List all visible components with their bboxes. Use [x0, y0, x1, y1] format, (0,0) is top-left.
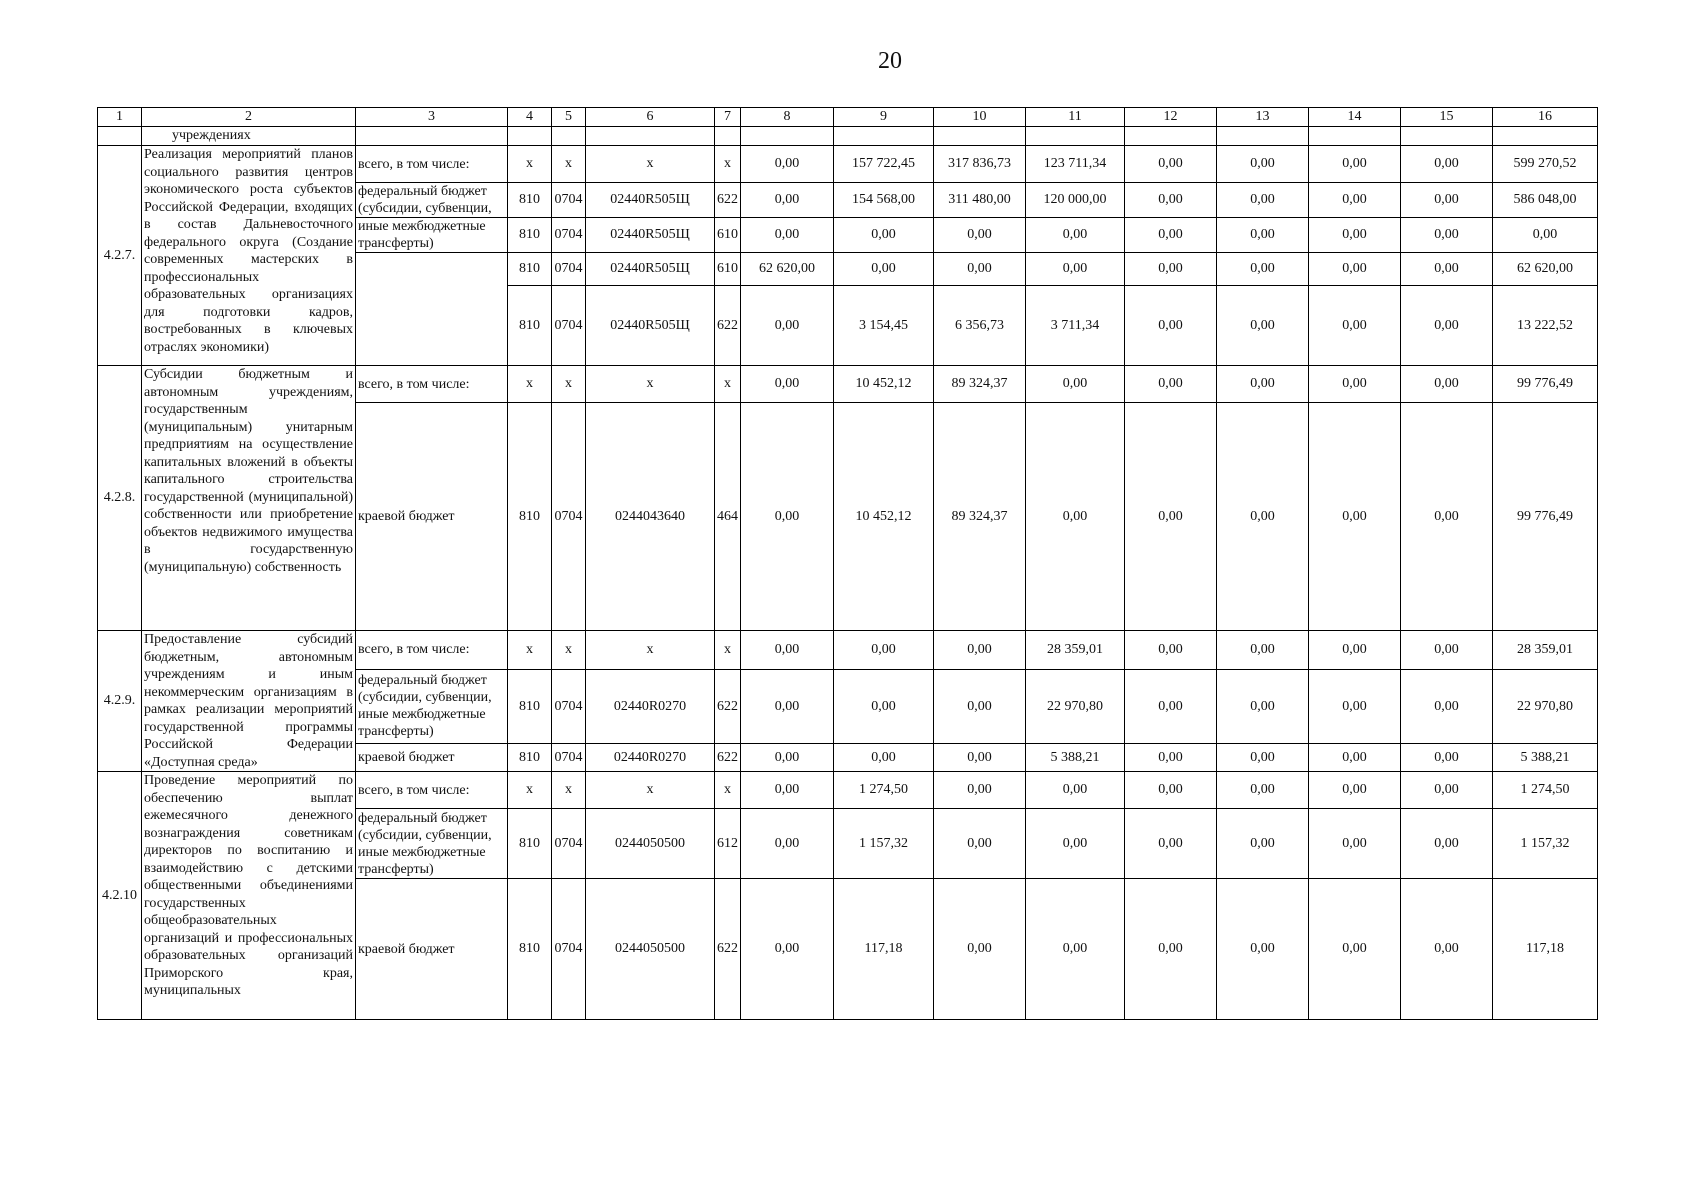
funding-source: федеральный бюджет (субсидии, субвенции, иные межбюджетные трансферты) [356, 669, 508, 743]
cell-c8: 0,00 [741, 772, 834, 809]
cell-c7: 612 [715, 809, 741, 879]
cell-c6: x [586, 631, 715, 670]
cell-c12: 0,00 [1125, 286, 1217, 366]
cell-c6: 02440R0270 [586, 669, 715, 743]
cell-c16: 99 776,49 [1493, 366, 1598, 403]
funding-source: иные межбюджетные трансферты) [356, 218, 508, 253]
cell-c12: 0,00 [1125, 669, 1217, 743]
cell-c8: 0,00 [741, 218, 834, 253]
cell-c6: 0244050500 [586, 879, 715, 1020]
cell-c10: 0,00 [934, 218, 1026, 253]
cell-c4: x [508, 631, 552, 670]
cell-c6: 02440R505Щ [586, 218, 715, 253]
cell-c15: 0,00 [1401, 253, 1493, 286]
cell-c15: 0,00 [1401, 286, 1493, 366]
cell-c11: 0,00 [1026, 809, 1125, 879]
cell-c5: x [552, 366, 586, 403]
measure-title: Реализация мероприятий планов социального развития центров экономического роста субъектов Российской Федерации, входящих в состав Дальневосточного федерального округа (Создание современных мастерских в профессиональных образовательных организациях для подготовки кадров, востребованных в ключевых отраслях экономики) [142, 146, 356, 366]
cell-c14: 0,00 [1309, 286, 1401, 366]
cell-c5: 0704 [552, 743, 586, 771]
header-cell: 4 [508, 108, 552, 127]
cell-c11: 0,00 [1026, 253, 1125, 286]
cell-c7: 622 [715, 286, 741, 366]
cell-c6: x [586, 772, 715, 809]
cell-c10: 6 356,73 [934, 286, 1026, 366]
cell-c7: 622 [715, 743, 741, 771]
cell-c9: 10 452,12 [834, 366, 934, 403]
cell-c15: 0,00 [1401, 772, 1493, 809]
cell-c11: 120 000,00 [1026, 183, 1125, 218]
cell-c16: 62 620,00 [1493, 253, 1598, 286]
cell-c13: 0,00 [1217, 772, 1309, 809]
cell-c7: x [715, 146, 741, 183]
cell-c14: 0,00 [1309, 403, 1401, 631]
cell-c11: 0,00 [1026, 403, 1125, 631]
cell-c11: 28 359,01 [1026, 631, 1125, 670]
cell-c16: 0,00 [1493, 218, 1598, 253]
cell-c14: 0,00 [1309, 879, 1401, 1020]
cell-c13: 0,00 [1217, 809, 1309, 879]
budget-table [97, 107, 1598, 1020]
cell-c11: 5 388,21 [1026, 743, 1125, 771]
cell-c8: 0,00 [741, 366, 834, 403]
cell-c5: 0704 [552, 183, 586, 218]
cell-c13: 0,00 [1217, 631, 1309, 670]
cell-c15: 0,00 [1401, 809, 1493, 879]
header-cell: 1 [98, 108, 142, 127]
row-index: 4.2.10 [98, 772, 142, 1020]
funding-source: всего, в том числе: [356, 772, 508, 809]
cell-c12: 0,00 [1125, 743, 1217, 771]
cell-c11: 0,00 [1026, 772, 1125, 809]
cell-c16: 1 274,50 [1493, 772, 1598, 809]
cell-c13: 0,00 [1217, 366, 1309, 403]
funding-source: краевой бюджет [356, 743, 508, 771]
cell-c6: 02440R505Щ [586, 253, 715, 286]
cell-c7: 622 [715, 183, 741, 218]
header-cell: 9 [834, 108, 934, 127]
funding-source: федеральный бюджет (субсидии, субвенции, иные межбюджетные трансферты) [356, 809, 508, 879]
cell-c9: 0,00 [834, 669, 934, 743]
cell-c14: 0,00 [1309, 146, 1401, 183]
cell-c4: 810 [508, 879, 552, 1020]
header-cell: 12 [1125, 108, 1217, 127]
cell-c11: 0,00 [1026, 366, 1125, 403]
cell-c12: 0,00 [1125, 218, 1217, 253]
cell-c7: 464 [715, 403, 741, 631]
cell-c14: 0,00 [1309, 809, 1401, 879]
header-cell: 10 [934, 108, 1026, 127]
cell-c12: 0,00 [1125, 253, 1217, 286]
cell-c4: 810 [508, 403, 552, 631]
cell-c11: 0,00 [1026, 879, 1125, 1020]
cell-c5: 0704 [552, 253, 586, 286]
cell-c16: 13 222,52 [1493, 286, 1598, 366]
cell-c14: 0,00 [1309, 183, 1401, 218]
cell-c16: 599 270,52 [1493, 146, 1598, 183]
header-cell: 14 [1309, 108, 1401, 127]
cell-c12: 0,00 [1125, 366, 1217, 403]
cell-c10: 317 836,73 [934, 146, 1026, 183]
cell-c9: 10 452,12 [834, 403, 934, 631]
cell-c4: 810 [508, 669, 552, 743]
cell-c15: 0,00 [1401, 669, 1493, 743]
cell-c5: 0704 [552, 809, 586, 879]
cell-c8: 0,00 [741, 403, 834, 631]
cell-c5: 0704 [552, 879, 586, 1020]
header-cell: 6 [586, 108, 715, 127]
cell-c8: 0,00 [741, 669, 834, 743]
cell-c7: 610 [715, 218, 741, 253]
cell-c7: x [715, 366, 741, 403]
cell-c14: 0,00 [1309, 253, 1401, 286]
cell-c6: x [586, 146, 715, 183]
cell-c15: 0,00 [1401, 183, 1493, 218]
cell-c12: 0,00 [1125, 403, 1217, 631]
cell-c10: 0,00 [934, 879, 1026, 1020]
cell-c6: 02440R0270 [586, 743, 715, 771]
cell-c8: 0,00 [741, 879, 834, 1020]
funding-source: краевой бюджет [356, 879, 508, 1020]
cell-c12: 0,00 [1125, 772, 1217, 809]
page-number: 20 [878, 48, 902, 74]
cell-c10: 0,00 [934, 809, 1026, 879]
cell-c10: 0,00 [934, 631, 1026, 670]
cell-c5: 0704 [552, 403, 586, 631]
cell-c13: 0,00 [1217, 879, 1309, 1020]
cell-c6: 02440R505Щ [586, 286, 715, 366]
cell-c8: 0,00 [741, 183, 834, 218]
cell-c4: 810 [508, 743, 552, 771]
cell-c15: 0,00 [1401, 403, 1493, 631]
cell-c13: 0,00 [1217, 253, 1309, 286]
measure-title: Субсидии бюджетным и автономным учреждениям, государственным (муниципальным) унитарным предприятиям на осуществление капитальных вложений в объекты капитального строительства государственной (муниципальной) собственности или приобретение объектов недвижимого имущества в государственную (муниципальную) собственность [142, 366, 356, 631]
cell-c13: 0,00 [1217, 146, 1309, 183]
cell-c7: x [715, 631, 741, 670]
cell-c14: 0,00 [1309, 631, 1401, 670]
cell-c15: 0,00 [1401, 218, 1493, 253]
cell-c16: 586 048,00 [1493, 183, 1598, 218]
funding-source: всего, в том числе: [356, 366, 508, 403]
funding-source: всего, в том числе: [356, 631, 508, 670]
cell-c6: 02440R505Щ [586, 183, 715, 218]
cell-c5: x [552, 772, 586, 809]
measure-title: Проведение мероприятий по обеспечению выплат ежемесячного денежного вознаграждения советникам директоров по воспитанию и взаимодействию с детскими общественными объединениями государственных общеобразовательных организаций и профессиональных образовательных организаций Приморского края, муниципальных [142, 772, 356, 1020]
cell-c16: 1 157,32 [1493, 809, 1598, 879]
cell-c6: x [586, 366, 715, 403]
cell-c10: 89 324,37 [934, 366, 1026, 403]
cell-c9: 157 722,45 [834, 146, 934, 183]
cell-c16: 22 970,80 [1493, 669, 1598, 743]
cell-c4: 810 [508, 809, 552, 879]
header-cell: 7 [715, 108, 741, 127]
continuation-row [98, 127, 1598, 146]
header-cell: 15 [1401, 108, 1493, 127]
cell-c15: 0,00 [1401, 631, 1493, 670]
funding-source: федеральный бюджет (субсидии, субвенции, [356, 183, 508, 218]
cell-c8: 0,00 [741, 286, 834, 366]
cell-c13: 0,00 [1217, 218, 1309, 253]
header-row [98, 108, 1598, 127]
cell-c14: 0,00 [1309, 772, 1401, 809]
cell-c12: 0,00 [1125, 183, 1217, 218]
cell-c10: 0,00 [934, 669, 1026, 743]
cell-c5: 0704 [552, 218, 586, 253]
cell-c7: 610 [715, 253, 741, 286]
cell-c13: 0,00 [1217, 286, 1309, 366]
cell-c4: 810 [508, 253, 552, 286]
cell-c8: 0,00 [741, 743, 834, 771]
cell-c7: 622 [715, 669, 741, 743]
header-cell: 2 [142, 108, 356, 127]
cell-c16: 117,18 [1493, 879, 1598, 1020]
cell-c13: 0,00 [1217, 743, 1309, 771]
cell-c7: 622 [715, 879, 741, 1020]
cell-c16: 99 776,49 [1493, 403, 1598, 631]
cell-c11: 22 970,80 [1026, 669, 1125, 743]
cell-c4: x [508, 772, 552, 809]
cell-c9: 117,18 [834, 879, 934, 1020]
cell-c12: 0,00 [1125, 146, 1217, 183]
cell-c14: 0,00 [1309, 743, 1401, 771]
cell-c14: 0,00 [1309, 366, 1401, 403]
cell-c10: 0,00 [934, 253, 1026, 286]
cell-c5: 0704 [552, 669, 586, 743]
cell-c8: 0,00 [741, 146, 834, 183]
cell-c4: 810 [508, 183, 552, 218]
cell-c9: 1 274,50 [834, 772, 934, 809]
cell-c10: 311 480,00 [934, 183, 1026, 218]
table-row [98, 146, 1598, 183]
cell-c4: 810 [508, 286, 552, 366]
cell-c9: 0,00 [834, 631, 934, 670]
cell-c8: 0,00 [741, 631, 834, 670]
header-cell: 16 [1493, 108, 1598, 127]
cell-c14: 0,00 [1309, 218, 1401, 253]
cell-c9: 3 154,45 [834, 286, 934, 366]
header-cell: 8 [741, 108, 834, 127]
cell-c13: 0,00 [1217, 403, 1309, 631]
cell-c4: x [508, 366, 552, 403]
cell-c6: 0244050500 [586, 809, 715, 879]
cell-c14: 0,00 [1309, 669, 1401, 743]
cell-c10: 0,00 [934, 772, 1026, 809]
cell-c15: 0,00 [1401, 879, 1493, 1020]
cell-c11: 123 711,34 [1026, 146, 1125, 183]
cell-c9: 0,00 [834, 253, 934, 286]
cell-c13: 0,00 [1217, 183, 1309, 218]
row-index: 4.2.9. [98, 631, 142, 772]
cell-c10: 89 324,37 [934, 403, 1026, 631]
cell-c10: 0,00 [934, 743, 1026, 771]
cell-c16: 28 359,01 [1493, 631, 1598, 670]
cell-c15: 0,00 [1401, 366, 1493, 403]
row-index: 4.2.8. [98, 366, 142, 631]
cell-c11: 3 711,34 [1026, 286, 1125, 366]
cell-c7: x [715, 772, 741, 809]
cell-c9: 0,00 [834, 218, 934, 253]
cell-c8: 62 620,00 [741, 253, 834, 286]
cell-c11: 0,00 [1026, 218, 1125, 253]
funding-source: краевой бюджет [356, 403, 508, 631]
cell-c4: x [508, 146, 552, 183]
cell-c9: 1 157,32 [834, 809, 934, 879]
cell-c9: 154 568,00 [834, 183, 934, 218]
header-cell: 3 [356, 108, 508, 127]
header-cell: 13 [1217, 108, 1309, 127]
cell-c4: 810 [508, 218, 552, 253]
table-row [98, 366, 1598, 403]
measure-title: Предоставление субсидий бюджетным, автономным учреждениям и иным некоммерческим организациям в рамках реализации мероприятий государственной программы Российской Федерации «Доступная среда» [142, 631, 356, 772]
funding-source [356, 253, 508, 366]
cell-c5: x [552, 146, 586, 183]
cell-c13: 0,00 [1217, 669, 1309, 743]
cell-c9: 0,00 [834, 743, 934, 771]
cell-c15: 0,00 [1401, 743, 1493, 771]
cell-c12: 0,00 [1125, 809, 1217, 879]
cell-c16: 5 388,21 [1493, 743, 1598, 771]
table-row [98, 772, 1598, 809]
table-row [98, 631, 1598, 670]
header-cell: 11 [1026, 108, 1125, 127]
cell-c6: 0244043640 [586, 403, 715, 631]
cell-c12: 0,00 [1125, 879, 1217, 1020]
cell-c5: x [552, 631, 586, 670]
cell-c8: 0,00 [741, 809, 834, 879]
row-index: 4.2.7. [98, 146, 142, 366]
header-cell: 5 [552, 108, 586, 127]
cell-c15: 0,00 [1401, 146, 1493, 183]
funding-source: всего, в том числе: [356, 146, 508, 183]
cell-c5: 0704 [552, 286, 586, 366]
cell-c12: 0,00 [1125, 631, 1217, 670]
continuation-text: учреждениях [142, 127, 356, 146]
